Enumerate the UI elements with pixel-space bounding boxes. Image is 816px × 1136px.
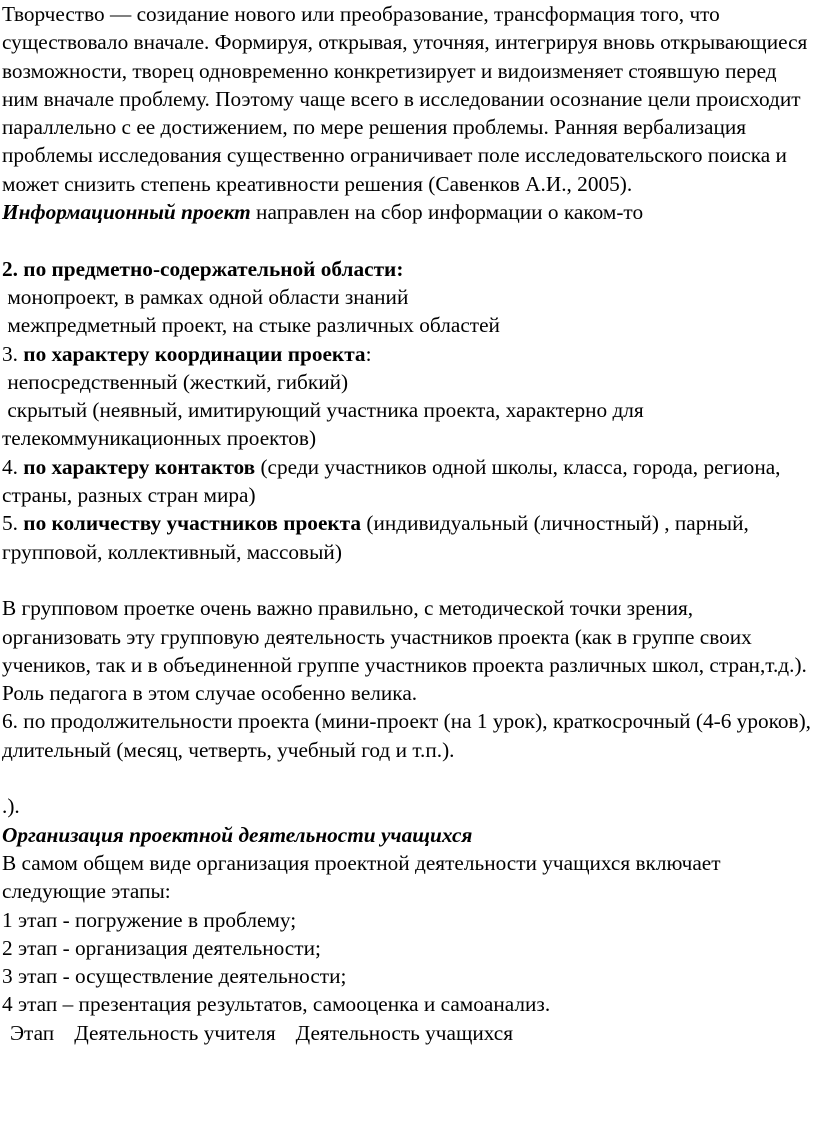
- table-header-cell: Этап: [10, 1020, 55, 1045]
- stage-item: 1 этап - погружение в проблему;: [2, 907, 297, 932]
- section-3-heading: 3. по характеру координации проекта:: [2, 341, 372, 366]
- section-2-item: монопроект, в рамках одной области знаний: [7, 284, 409, 309]
- section-2-heading: 2. по предметно-содержательной области:: [2, 256, 404, 281]
- blank-line: [2, 226, 812, 254]
- section-4: 4. по характеру контактов (среди участников одной школы, класса, города, региона, страны, разных стран мира): [2, 454, 781, 508]
- organization-heading: Организация проектной деятельности учащихся: [2, 822, 473, 847]
- blank-line: [2, 764, 812, 792]
- section-3-item: скрытый (неявный, имитирующий участника проекта, характерно для телекоммуникационных проектов): [2, 398, 644, 451]
- table-header-cell: Деятельность учителя: [74, 1020, 276, 1045]
- stage-item: 2 этап - организация деятельности;: [2, 935, 321, 960]
- stage-item: 4 этап – презентация результатов, самооценка и самоанализ.: [2, 992, 551, 1017]
- info-project-rest: направлен на сбор информации о каком-то: [250, 200, 644, 225]
- organization-intro: В самом общем виде организация проектной деятельности учащихся включает следующие этапы:: [2, 850, 721, 904]
- section-5: 5. по количеству участников проекта (индивидуальный (личностный) , парный, групповой, коллективный, массовый): [2, 511, 749, 564]
- paragraph-group: В групповом проетке очень важно правильно, с методической точки зрения, организовать эту групповую деятельность участников проекта (как в группе своих учеников, так и в объединенной группе участников проекта различных школ, стран,т.д.). Роль педагога в этом случае особенно велика.: [2, 596, 807, 706]
- stray-text: .).: [2, 794, 20, 819]
- paragraph-creativity: Творчество — созидание нового или преобразование, трансформация того, что существовало вначале. Формируя, открывая, уточняя, интегрируя вновь открывающиеся возможности, творец одновременно конкретизирует и видоизменяет стоявшую перед ним вначале проблему. Поэтому чаще всего в исследовании осознание цели происходит параллельно с ее достижением, по мере решения проблемы. Ранняя вербализация проблемы исследования существенно ограничивает поле исследовательского поиска и может снизить степень креативности решения (Савенков А.И., 2005).: [2, 2, 808, 196]
- info-project-line: [2, 198, 812, 226]
- stage-item: 3 этап - осуществление деятельности;: [2, 964, 347, 989]
- paragraph-duration: 6. по продолжительности проекта (мини-проект (на 1 урок), краткосрочный (4-6 уроков), длительный (месяц, четверть, учебный год и т.п.).: [2, 709, 812, 762]
- blank-line: [2, 566, 812, 594]
- table-header-row: [2, 1019, 812, 1047]
- section-2-item: межпредметный проект, на стыке различных областей: [7, 313, 500, 338]
- section-3-item: непосредственный (жесткий, гибкий): [7, 369, 349, 394]
- info-project-term: Информационный проект: [2, 200, 251, 225]
- table-header-cell: Деятельность учащихся: [295, 1020, 514, 1045]
